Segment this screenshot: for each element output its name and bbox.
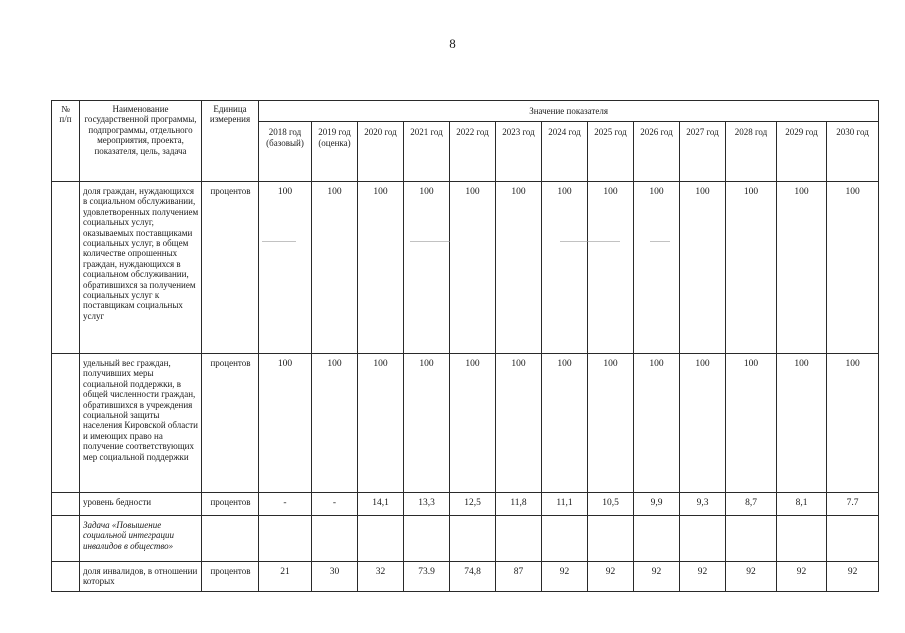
header-year: 2021 год <box>404 122 450 182</box>
indicator-name: уровень бедности <box>80 493 202 516</box>
value-cell: 9,9 <box>634 493 680 516</box>
header-year: 2027 год <box>680 122 726 182</box>
unit-cell <box>202 516 259 562</box>
value-cell: 100 <box>634 354 680 493</box>
value-cell <box>312 516 358 562</box>
header-value-group: Значение показателя <box>259 101 879 122</box>
value-cell: 100 <box>542 354 588 493</box>
value-cell: 100 <box>680 182 726 354</box>
value-cell: 100 <box>358 182 404 354</box>
value-cell: 100 <box>259 354 312 493</box>
value-cell: 73.9 <box>404 562 450 592</box>
value-cell: 100 <box>542 182 588 354</box>
row-number <box>52 562 80 592</box>
task-heading: Задача «Повышение социальной интеграции инвалидов в общество» <box>80 516 202 562</box>
scan-artifact <box>650 241 670 242</box>
header-year: 2020 год <box>358 122 404 182</box>
value-cell: 100 <box>726 182 777 354</box>
value-cell: 92 <box>588 562 634 592</box>
indicator-name: доля инвалидов, в отношении которых <box>80 562 202 592</box>
value-cell: 100 <box>450 354 496 493</box>
value-cell <box>726 516 777 562</box>
header-year: 2024 год <box>542 122 588 182</box>
table-body <box>52 182 879 592</box>
value-cell: 100 <box>777 182 827 354</box>
unit-cell: процентов <box>202 493 259 516</box>
value-cell: 30 <box>312 562 358 592</box>
unit-cell: процентов <box>202 182 259 354</box>
value-cell <box>450 516 496 562</box>
row-number <box>52 516 80 562</box>
value-cell: 8,7 <box>726 493 777 516</box>
table-header <box>52 101 879 182</box>
value-cell: 100 <box>827 182 879 354</box>
header-year: 2026 год <box>634 122 680 182</box>
value-cell <box>259 516 312 562</box>
value-cell: 7.7 <box>827 493 879 516</box>
header-name: Наименование государственной программы, подпрограммы, отдельного мероприятия, проекта, показателя, цель, задача <box>80 101 202 182</box>
value-cell: 100 <box>588 354 634 493</box>
table-row <box>52 354 879 493</box>
header-year: 2019 год (оценка) <box>312 122 358 182</box>
value-cell <box>542 516 588 562</box>
value-cell: 100 <box>496 354 542 493</box>
value-cell <box>404 516 450 562</box>
indicator-name: доля граждан, нуждающихся в социальном обслуживании, удовлетворенных получением социальных услуг, оказываемых поставщиками социальных услуг, в общем количестве опрошенных граждан, нуждающихся в социальном обслуживании, обратившихся за получением социальных услуг к поставщикам социальных услуг <box>80 182 202 354</box>
value-cell: 12,5 <box>450 493 496 516</box>
value-cell <box>358 516 404 562</box>
value-cell <box>777 516 827 562</box>
unit-cell: процентов <box>202 354 259 493</box>
value-cell: 87 <box>496 562 542 592</box>
value-cell: - <box>259 493 312 516</box>
scan-artifact <box>262 241 296 242</box>
value-cell: 9,3 <box>680 493 726 516</box>
value-cell: 100 <box>680 354 726 493</box>
value-cell: 100 <box>777 354 827 493</box>
value-cell: 100 <box>496 182 542 354</box>
value-cell: 14,1 <box>358 493 404 516</box>
header-year: 2023 год <box>496 122 542 182</box>
unit-cell: процентов <box>202 562 259 592</box>
value-cell: 92 <box>680 562 726 592</box>
value-cell: 92 <box>542 562 588 592</box>
header-number: № п/п <box>52 101 80 182</box>
value-cell: 92 <box>726 562 777 592</box>
value-cell <box>827 516 879 562</box>
table-row <box>52 516 879 562</box>
value-cell: 100 <box>404 182 450 354</box>
header-year: 2025 год <box>588 122 634 182</box>
value-cell: 32 <box>358 562 404 592</box>
header-unit: Единица измерения <box>202 101 259 182</box>
value-cell: 92 <box>634 562 680 592</box>
value-cell: 100 <box>404 354 450 493</box>
value-cell: 8,1 <box>777 493 827 516</box>
value-cell: 100 <box>312 182 358 354</box>
indicator-table <box>51 100 879 592</box>
value-cell <box>680 516 726 562</box>
value-cell: 100 <box>634 182 680 354</box>
header-year: 2022 год <box>450 122 496 182</box>
value-cell <box>588 516 634 562</box>
value-cell: 11,1 <box>542 493 588 516</box>
value-cell: 100 <box>259 182 312 354</box>
value-cell: 92 <box>827 562 879 592</box>
table-row <box>52 493 879 516</box>
row-number <box>52 354 80 493</box>
value-cell: 100 <box>358 354 404 493</box>
value-cell: 10,5 <box>588 493 634 516</box>
header-year: 2028 год <box>726 122 777 182</box>
value-cell: 21 <box>259 562 312 592</box>
scan-artifact <box>560 241 620 242</box>
value-cell: 92 <box>777 562 827 592</box>
header-year: 2018 год (базовый) <box>259 122 312 182</box>
row-number <box>52 493 80 516</box>
row-number <box>52 182 80 354</box>
scan-artifact <box>410 241 450 242</box>
value-cell: 100 <box>827 354 879 493</box>
indicator-name: удельный вес граждан, получивших меры социальной поддержки, в общей численности граждан, обратившихся в учреждения социальной защиты населения Кировской области и имеющих право на получение соответствующих мер социальной поддержки <box>80 354 202 493</box>
header-year: 2030 год <box>827 122 879 182</box>
table-row <box>52 182 879 354</box>
value-cell: 100 <box>450 182 496 354</box>
value-cell: 100 <box>312 354 358 493</box>
table-row <box>52 562 879 592</box>
page-number: 8 <box>449 36 456 51</box>
value-cell <box>634 516 680 562</box>
value-cell: 100 <box>588 182 634 354</box>
header-year: 2029 год <box>777 122 827 182</box>
value-cell: 13,3 <box>404 493 450 516</box>
value-cell: 74,8 <box>450 562 496 592</box>
value-cell: - <box>312 493 358 516</box>
value-cell <box>496 516 542 562</box>
value-cell: 11,8 <box>496 493 542 516</box>
value-cell: 100 <box>726 354 777 493</box>
